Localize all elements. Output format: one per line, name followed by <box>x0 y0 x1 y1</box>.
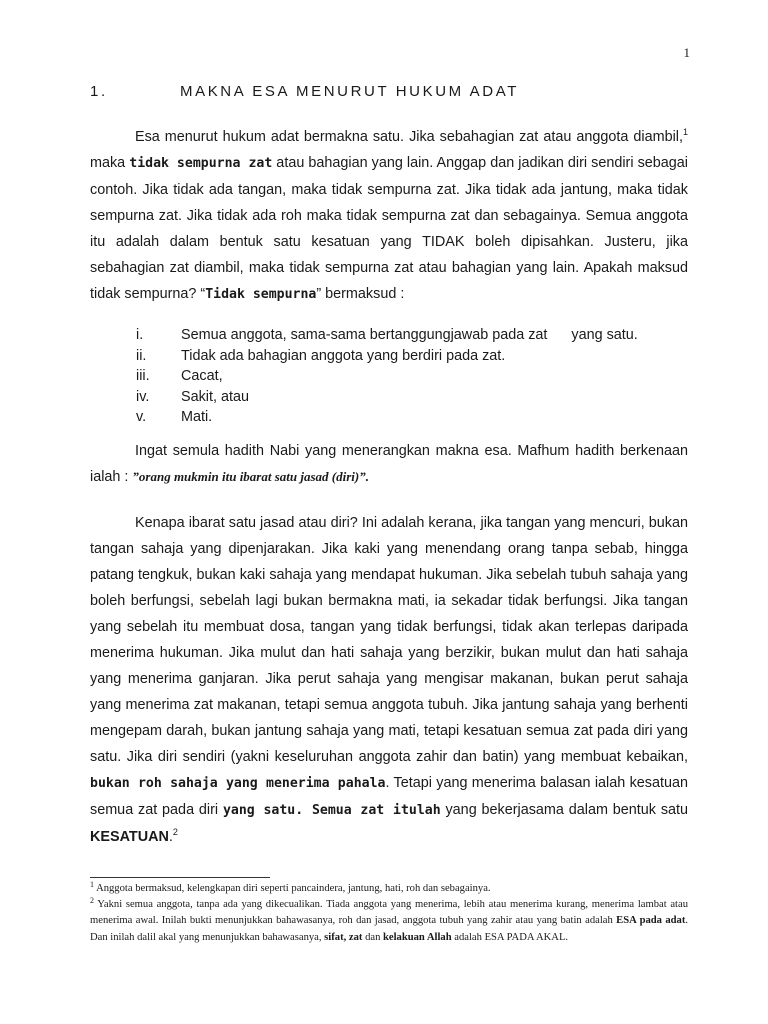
list-marker: i. <box>136 327 144 343</box>
hadith-quote: ”orang mukmin itu ibarat satu jasad (diri)”. <box>132 469 369 484</box>
para2-text: Ingat semula hadith Nabi yang menerangkan makna esa. Mafhum hadith berkenaan ialah : <box>90 443 688 485</box>
list-marker: iv. <box>136 388 150 405</box>
list-marker: v. <box>136 409 147 425</box>
list-item-text: Sakit, atau <box>181 388 249 405</box>
footnote-2-text-d: adalah ESA PADA AKAL. <box>451 931 569 943</box>
footnote-1 <box>90 881 688 897</box>
para3-bold-semua-zat: yang satu. Semua zat itulah <box>222 803 441 818</box>
para1-text-c: atau bahagian yang lain. Anggap dan jadikan diri sendiri sebagai contoh. Jika tidak ada tangan, maka tidak sempurna zat. Jika tidak ada jantung, maka tidak sempurna zat. Jika tidak ada roh maka tidak sempurna zat dan sebagainya. Semua anggota itu adalah dalam bentuk satu kesatuan yang TIDAK boleh dipisahkan. Justeru, jika sebahagian zat diambil, maka tidak sempurna zat atau bahagian yang lain. Apakah maksud tidak sempurna? “ <box>90 155 688 302</box>
footnote-ref-1[interactable]: 1 <box>682 127 688 137</box>
para1-text-a: Esa menurut hukum adat bermakna satu. Jika sebahagian zat atau anggota diambil, <box>135 129 683 145</box>
list-item <box>90 407 688 428</box>
footnote-2-text-b: . Dan inilah dalil akal yang menunjukkan bahawasanya, <box>90 915 688 943</box>
footnote-2-bold-esa-pada-adat: ESA pada adat <box>616 915 686 927</box>
para3-text-c: yang bekerjasama dalam bentuk satu <box>440 802 689 818</box>
list-item-text: Mati. <box>181 409 213 425</box>
footnote-2-text-c: dan <box>362 931 384 943</box>
paragraph-1 <box>90 124 688 308</box>
footnotes <box>90 881 688 946</box>
para3-bold-kesatuan: KESATUAN <box>90 829 169 845</box>
footnote-2 <box>90 897 688 946</box>
para3-text-a: Kenapa ibarat satu jasad atau diri? Ini adalah kerana, jika tangan yang mencuri, bukan tangan sahaja yang dipenjarakan. Jika kaki yang menendang orang tanpa sebab, hingga patang tengkuk, bukan kaki sahaja yang mendapat hukuman. Jika sebelah tubuh sahaja yang boleh berfungsi, sebelah lagi bukan bermakna mati, ia sekadar tidak berfungsi. Jika tangan yang sebelah itu membuat dosa, tangan yang tidak berfungsi, tidak akan terlepas daripada menerima hukuman. Jika mulut dan hati sahaja yang berzikir, bukan mulut dan hati sahaja yang menerima ganjaran. Jika perut sahaja yang mengisar makanan, bukan perut sahaja yang menerima zat makanan, tetapi semua anggota tubuh. Jika jantung sahaja yang berhenti mengepam darah, bukan jantung sahaja yang mati, tetapi kesatuan semua zat pada diri yang satu. Jika diri sendiri (yakni keseluruhan anggota zahir dan batin) yang membuat kebaikan, <box>90 515 688 765</box>
para1-bold-tidak-sempurna: Tidak sempurna <box>205 287 317 302</box>
list-item <box>90 387 688 408</box>
para3-text-b: . Tetapi yang menerima balasan ialah kesatuan semua zat pada diri <box>90 775 689 818</box>
para1-text-b: maka <box>90 155 130 171</box>
footnote-ref-2[interactable]: 2 <box>172 827 178 837</box>
paragraph-2 <box>90 438 688 490</box>
footnote-2-bold-kelakuan-allah: kelakuan Allah <box>383 931 452 943</box>
list-item <box>90 346 688 367</box>
footnote-2-text-a: Yakni semua anggota, tanpa ada yang dikecualikan. Tiada anggota yang menerima, lebih atau menerima kurang, menerima lambat atau menerima awal. Inilah bukti menunjukkan bahawasanya, roh dan jasad, anggota tubuh yang zahir atau yang batin adalah <box>90 899 688 927</box>
para1-bold-tidak-sempurna-zat: tidak sempurna zat <box>129 156 273 171</box>
section-heading <box>90 83 690 100</box>
para3-bold-roh-pahala: bukan roh sahaja yang menerima pahala <box>90 776 386 791</box>
para3-text-d: . <box>168 829 173 845</box>
footnote-2-mark: 2 <box>90 896 94 906</box>
list-item <box>90 366 688 387</box>
paragraph-3 <box>90 510 688 850</box>
footnote-2-bold-sifat-zat: sifat, zat <box>324 931 363 943</box>
roman-list <box>90 325 688 428</box>
list-item-text: Tidak ada bahagian anggota yang berdiri pada zat. <box>181 347 506 364</box>
list-marker: iii. <box>136 368 150 384</box>
list-marker: ii. <box>136 347 147 364</box>
footnote-1-mark: 1 <box>90 880 94 889</box>
section-title: MAKNA ESA MENURUT HUKUM ADAT <box>180 83 519 100</box>
section-number: 1. <box>90 83 108 100</box>
footnote-divider <box>90 877 270 878</box>
list-item-text: Semua anggota, sama-sama bertanggungjawab pada zat yang satu. <box>181 327 638 343</box>
list-item-text: Cacat, <box>181 368 223 384</box>
footnote-1-text: Anggota bermaksud, kelengkapan diri seperti pancaindera, jantung, hati, roh dan sebagainya. <box>94 883 491 894</box>
list-item <box>90 325 688 346</box>
para1-text-d: ” bermaksud : <box>316 286 405 302</box>
page-number: 1 <box>683 45 690 60</box>
